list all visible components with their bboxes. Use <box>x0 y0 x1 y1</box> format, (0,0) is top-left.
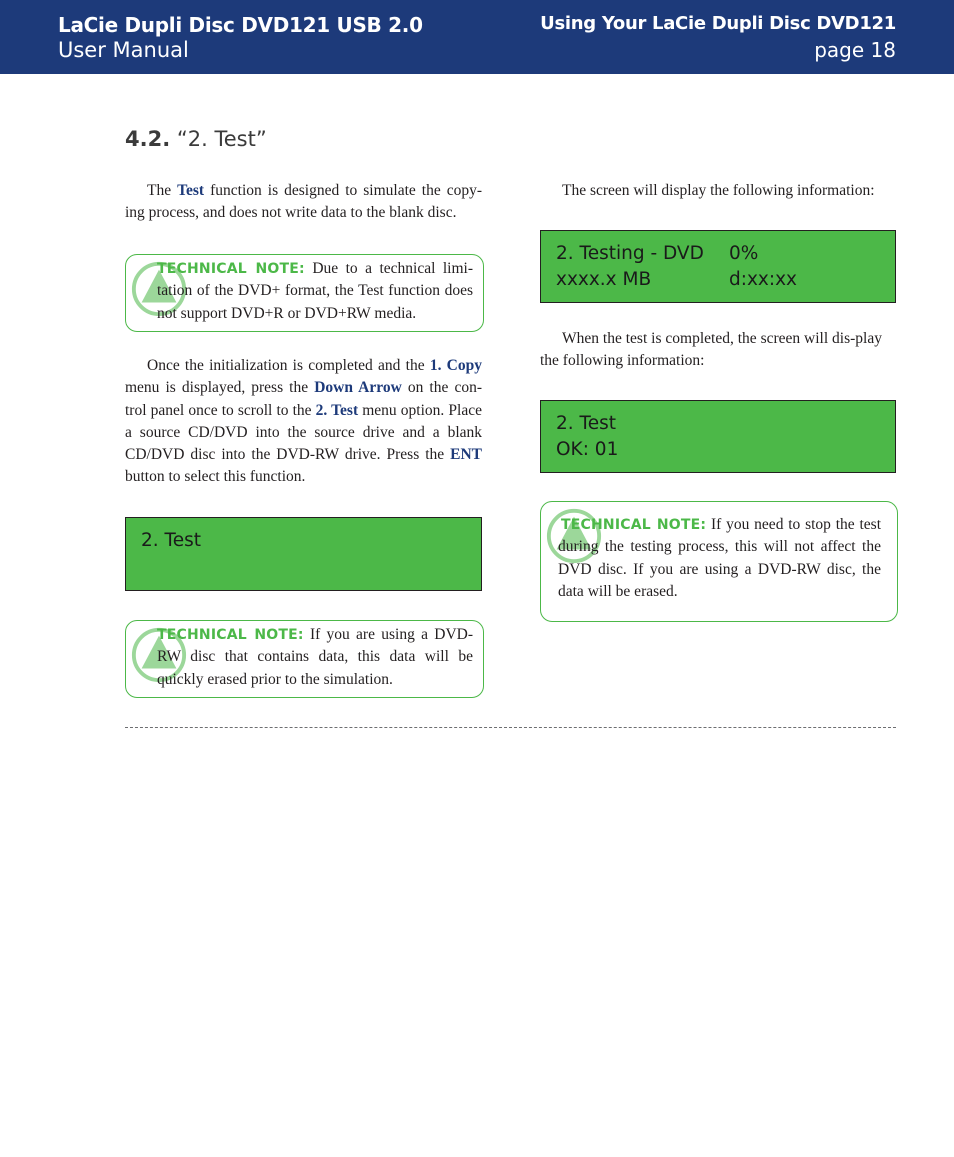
lcd-line-1-left: 2. Testing - DVD <box>556 243 704 264</box>
product-title: LaCie Dupli Disc DVD121 USB 2.0 <box>58 13 423 37</box>
lcd-line-1: 2. Test <box>556 413 616 434</box>
technical-note-label: TECHNICAL NOTE: <box>157 261 305 277</box>
section-title: “2. Test” <box>176 127 267 151</box>
section-number: 4.2. <box>125 127 171 151</box>
lcd-line-2: OK: 01 <box>556 439 619 460</box>
keyword-down-arrow: Down Arrow <box>314 379 402 397</box>
technical-note-1-text: TECHNICAL NOTE: Due to a technical limi-tation of the DVD+ format, the Test function does not support DVD+R or DVD+RW media. <box>157 260 473 322</box>
technical-note-3 <box>540 501 898 622</box>
screen-info-paragraph: The screen will display the following information: <box>562 182 875 199</box>
technical-note-label: TECHNICAL NOTE: <box>561 517 707 533</box>
lcd-display-result <box>540 400 896 473</box>
technical-note-2-text: TECHNICAL NOTE: If you are using a DVD-RW disc that contains data, this data will be quickly erased prior to the simulation. <box>157 626 473 688</box>
chapter-title: Using Your LaCie Dupli Disc DVD121 <box>540 13 896 34</box>
technical-note-2 <box>125 620 484 698</box>
lcd-display-testing <box>540 230 896 303</box>
keyword-ent: ENT <box>450 446 482 464</box>
lcd-line-1-right: 0% <box>729 243 759 264</box>
section-heading <box>125 127 267 151</box>
completion-paragraph: When the test is completed, the screen will dis-play the following information: <box>540 330 882 370</box>
doc-type: User Manual <box>58 38 189 62</box>
lcd-line-1: 2. Test <box>141 530 201 551</box>
lcd-line-2-left: xxxx.x MB <box>556 269 652 290</box>
keyword-test-menu: 2. Test <box>315 401 359 419</box>
page-number: page 18 <box>814 38 896 62</box>
instructions-paragraph: Once the initialization is completed and the 1. Copy menu is displayed, press the Down Arrow on the con-trol panel once to scroll to the 2. Test menu option. Place a source CD/DVD into the source drive and a blank CD/DVD disc into the DVD-RW drive. Press the ENT button to select this function. <box>125 357 482 486</box>
page-header <box>0 0 954 74</box>
intro-paragraph: The Test function is designed to simulate the copy-ing process, and does not write data to the blank disc. <box>125 182 482 222</box>
lcd-line-2-right: d:xx:xx <box>729 269 798 290</box>
lcd-display-test <box>125 517 482 591</box>
keyword-test: Test <box>177 182 205 199</box>
technical-note-label: TECHNICAL NOTE: <box>157 627 304 643</box>
technical-note-1 <box>125 254 484 332</box>
keyword-copy: 1. Copy <box>429 357 482 374</box>
technical-note-3-text: TECHNICAL NOTE: If you need to stop the test during the testing process, this will not affect the DVD disc. If you are using a DVD-RW disc, the data will be erased. <box>558 516 881 600</box>
footer-divider <box>125 727 896 728</box>
